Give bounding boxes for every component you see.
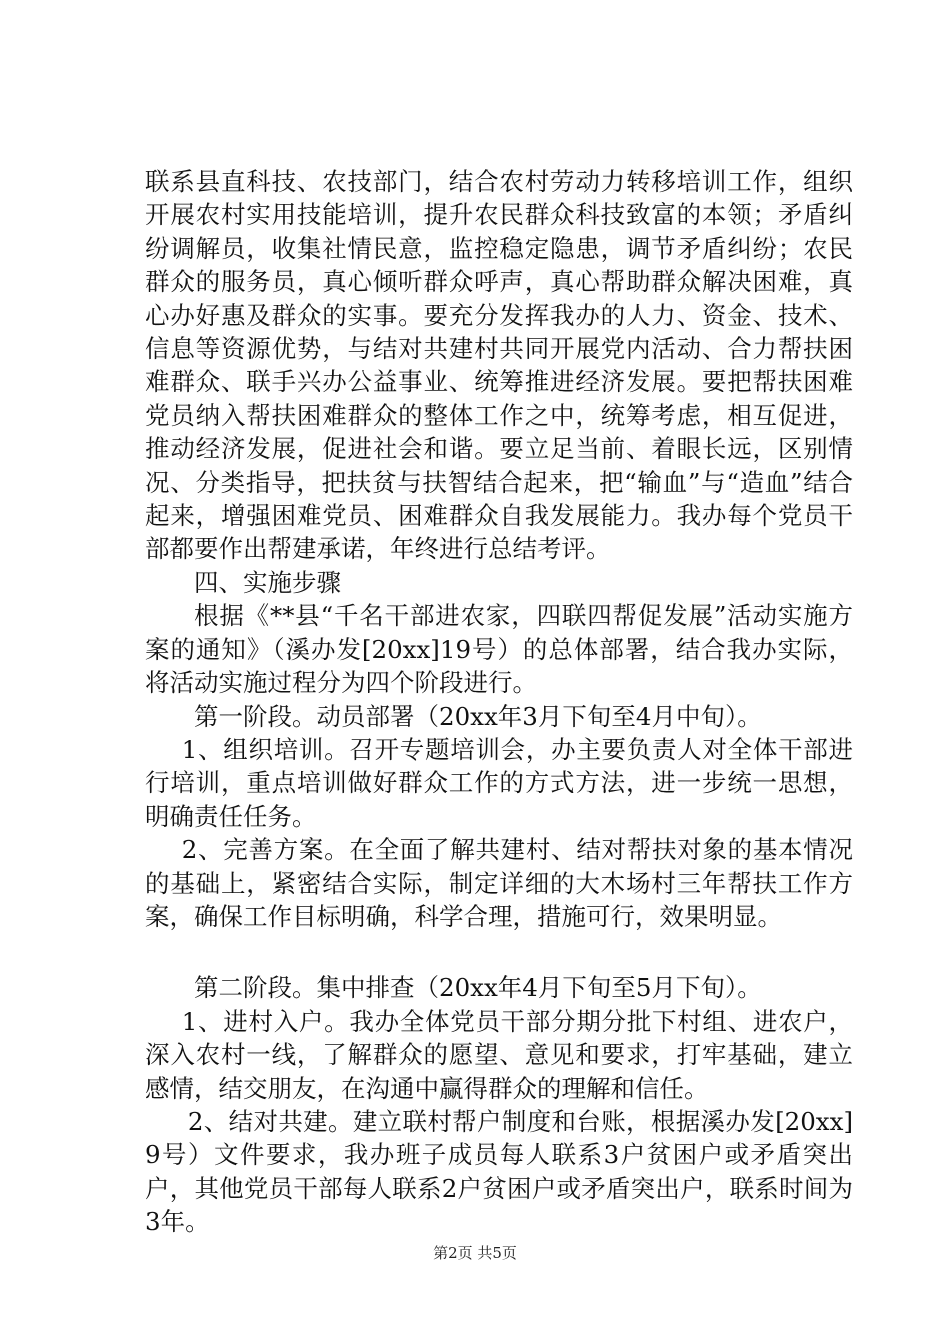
paragraph-continuation: 联系县直科技、农技部门，结合农村劳动力转移培训工作，组织开展农村实用技能培训，提升农民群众科技致富的本领；矛盾纠纷调解员，收集社情民意，监控稳定隐患，调节矛盾纠纷；农民群众的服务员，真心倾听群众呼声，真心帮助群众解决困难，真心办好惠及群众的实事。要充分发挥我办的人力、资金、技术、信息等资源优势，与结对共建村共同开展党内活动、合力帮扶困难群众、联手兴办公益事业、统筹推进经济发展。要把帮扶困难党员纳入帮扶困难群众的整体工作之中，统筹考虑，相互促进，推动经济发展，促进社会和谐。要立足当前、着眼长远，区别情况、分类指导，把扶贫与扶智结合起来，把“输血”与“造血”结合起来，增强困难党员、困难群众自我发展能力。我办每个党员干部都要作出帮建承诺，年终进行总结考评。 xyxy=(145,167,853,564)
stage-one-item-training: 1、组织培训。召开专题培训会，办主要负责人对全体干部进行培训，重点培训做好群众工作的方式方法，进一步统一思想，明确责任任务。 xyxy=(145,734,853,831)
document-body xyxy=(145,165,853,1239)
page-footer: 第2页 共5页 xyxy=(433,1244,517,1262)
stage-two-item-village-visit: 1、进村入户。我办全体党员干部分期分批下村组、进农户，深入农村一线，了解群众的愿望、意见和要求，打牢基础，建立感情，结交朋友，在沟通中赢得群众的理解和信任。 xyxy=(145,1006,853,1103)
stage-one-item-plan: 2、完善方案。在全面了解共建村、结对帮扶对象的基本情况的基础上，紧密结合实际，制定详细的大木场村三年帮扶工作方案，确保工作目标明确，科学合理，措施可行，效果明显。 xyxy=(145,835,853,931)
stage-two-heading: 第二阶段。集中排查（20xx年4月下旬至5月下旬）。 xyxy=(194,973,762,1003)
stage-one-heading: 第一阶段。动员部署（20xx年3月下旬至4月中旬）。 xyxy=(194,701,762,731)
paragraph-basis: 根据《**县“千名干部进农家，四联四帮促发展”活动实施方案的通知》（溪办发[20xx]19号）的总体部署，结合我办实际，将活动实施过程分为四个阶段进行。 xyxy=(145,601,853,698)
stage-two-item-pairing: 2、结对共建。建立联村帮户制度和台账，根据溪办发[20xx]9号）文件要求，我办班子成员每人联系3户贫困户或矛盾突出户，其他党员干部每人联系2户贫困户或矛盾突出户，联系时间为3年。 xyxy=(145,1106,853,1237)
section-heading-implementation-steps: 四、实施步骤 xyxy=(194,567,341,597)
